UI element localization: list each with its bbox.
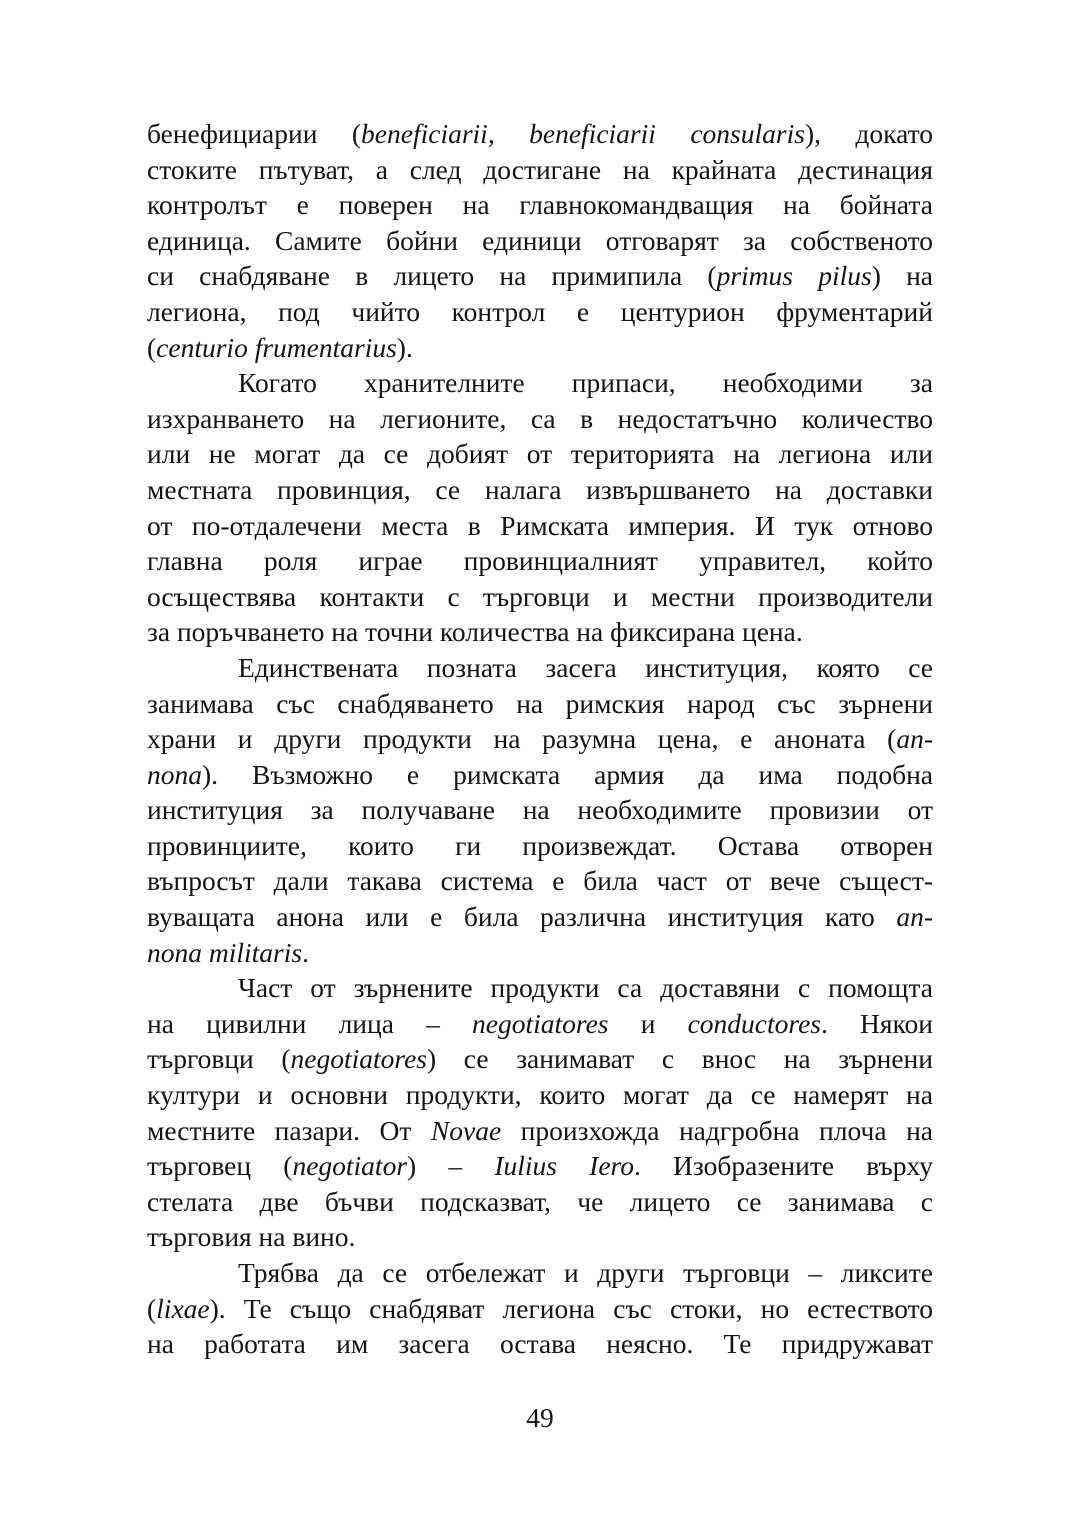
- italic-term: conductores: [687, 1007, 821, 1039]
- text-line: [147, 116, 933, 152]
- text-line: [147, 899, 933, 935]
- italic-term: an-: [896, 723, 933, 755]
- text-segment: си снабдяване в лицето на примипила (: [147, 260, 717, 292]
- text-line: [147, 1326, 933, 1362]
- text-segment: ).: [396, 331, 413, 363]
- text-line: [147, 1113, 933, 1149]
- text-segment: търговци (: [147, 1043, 291, 1075]
- text-segment: единица. Самите бойни единици отговарят за собственото: [147, 224, 933, 256]
- text-segment: от по-отдалечени места в Римската империя. И тук отново: [147, 509, 933, 541]
- text-segment: търговия на вино.: [147, 1221, 356, 1253]
- italic-term: an-: [896, 901, 933, 933]
- text-segment: (: [147, 1292, 157, 1324]
- italic-term: primus pilus: [716, 260, 872, 292]
- italic-term: negotiatores: [290, 1043, 428, 1075]
- text-segment: ). Възможно е римската армия да има подобна: [202, 758, 933, 790]
- body-text: [147, 116, 933, 1362]
- text-segment: или не могат да се добият от територията на легиона или: [147, 438, 933, 470]
- text-segment: (: [147, 331, 157, 363]
- text-segment: .: [302, 936, 309, 968]
- text-line: [147, 187, 933, 223]
- text-line: [147, 401, 933, 437]
- text-line: [147, 1184, 933, 1220]
- text-line: [147, 1077, 933, 1113]
- text-segment: на работата им засега остава неясно. Те придружават: [147, 1328, 933, 1360]
- text-segment: Единствената позната засега институция, която се: [238, 651, 933, 683]
- text-segment: бенефициарии (: [147, 118, 362, 149]
- text-line: [147, 650, 933, 686]
- text-line: [147, 686, 933, 722]
- text-segment: ) –: [407, 1150, 495, 1182]
- text-segment: на цивилни лица –: [147, 1007, 473, 1039]
- text-segment: осъществява контакти с търговци и местни производители: [147, 580, 933, 612]
- text-segment: търговец (: [147, 1150, 293, 1182]
- italic-term: beneficiarii, beneficiarii consularis: [361, 118, 805, 149]
- text-segment: култури и основни продукти, които могат да се намерят на: [147, 1079, 933, 1111]
- text-segment: Когато хранителните припаси, необходими за: [238, 367, 933, 399]
- text-segment: ). Те също снабдяват легиона със стоки, но естеството: [209, 1292, 933, 1324]
- text-line: [147, 543, 933, 579]
- text-line: [147, 1255, 933, 1291]
- italic-term: negotiator: [292, 1150, 408, 1182]
- text-segment: . Някои: [821, 1007, 933, 1039]
- text-segment: храни и други продукти на разумна цена, е анoната (: [147, 723, 897, 755]
- text-segment: главна роля играе провинциалният управител, който: [147, 545, 933, 577]
- text-segment: и: [608, 1007, 688, 1039]
- text-segment: стелата две бъчви подсказват, че лицето се занимава с: [147, 1185, 933, 1217]
- text-segment: легиона, под чийто контрол е центурион фрументарий: [147, 295, 933, 327]
- text-line: [147, 1041, 933, 1077]
- text-line: [147, 152, 933, 188]
- page-number: 49: [526, 1402, 554, 1433]
- text-line: [147, 258, 933, 294]
- text-segment: местните пазари. От: [147, 1114, 431, 1146]
- text-line: [147, 792, 933, 828]
- text-segment: занимава със снабдяването на римския народ със зърнени: [147, 687, 933, 719]
- text-line: [147, 472, 933, 508]
- text-line: [147, 863, 933, 899]
- text-segment: за поръчването на точни количества на фиксирана цена.: [147, 616, 803, 648]
- text-line: [147, 1006, 933, 1042]
- text-segment: ) се занимават с внос на зърнени: [427, 1043, 933, 1075]
- italic-term: Iulius Iero: [494, 1150, 634, 1182]
- text-line: [147, 1291, 933, 1327]
- text-segment: . Изобразените върху: [633, 1150, 933, 1182]
- text-segment: Трябва да се отбележат и други търговци – ликсите: [238, 1257, 933, 1288]
- text-segment: въпросът дали такава система е била част от вече същест-: [147, 865, 933, 897]
- text-segment: институция за получаване на необходимите провизии от: [147, 794, 933, 826]
- text-line: [147, 614, 933, 650]
- text-line: [147, 330, 933, 366]
- text-segment: контролът е поверен на главнокомандващия на бойната: [147, 189, 933, 221]
- text-line: [147, 223, 933, 259]
- text-line: [147, 508, 933, 544]
- text-line: [147, 436, 933, 472]
- text-line: [147, 294, 933, 330]
- text-line: [147, 935, 933, 971]
- italic-term: nona: [147, 758, 202, 790]
- italic-term: Novae: [430, 1114, 502, 1146]
- text-line: [147, 1148, 933, 1184]
- text-line: [147, 970, 933, 1006]
- text-segment: местната провинция, се налага извършването на доставки: [147, 473, 933, 505]
- text-line: [147, 579, 933, 615]
- text-line: [147, 1219, 933, 1255]
- text-line: [147, 757, 933, 793]
- text-segment: ), докато: [804, 118, 933, 149]
- text-segment: произхожда надгробна плоча на: [501, 1114, 933, 1146]
- text-segment: стоките пътуват, а след достигане на крайната дестинация: [147, 153, 933, 185]
- text-segment: провинциите, които ги произвеждат. Остава отворен: [147, 829, 933, 861]
- text-segment: ) на: [871, 260, 933, 292]
- italic-term: nona militaris: [147, 936, 303, 968]
- text-line: [147, 721, 933, 757]
- text-segment: изхранването на легионите, са в недостатъчно количество: [147, 402, 933, 434]
- text-line: [147, 365, 933, 401]
- italic-term: centurio frumentarius: [156, 331, 397, 363]
- text-segment: вуващата анона или е била различна институция като: [147, 901, 897, 933]
- text-line: [147, 828, 933, 864]
- text-segment: Част от зърнените продукти са доставяни с помощта: [238, 972, 933, 1004]
- italic-term: negotiatores: [472, 1007, 609, 1039]
- italic-term: lixae: [156, 1292, 210, 1324]
